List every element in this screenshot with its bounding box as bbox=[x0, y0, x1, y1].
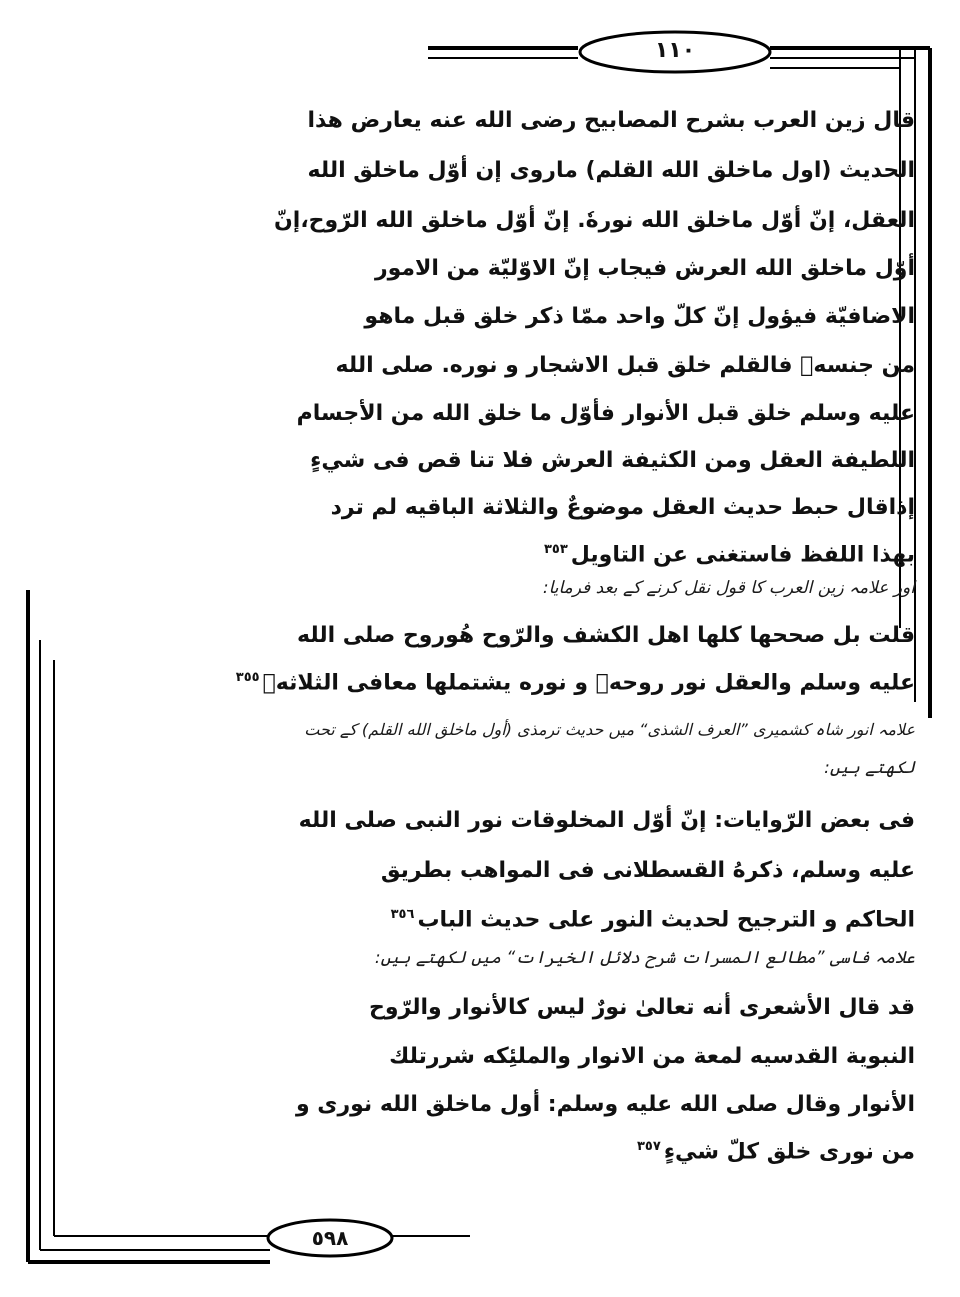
text-line-last bbox=[225, 908, 915, 931]
text-line-last bbox=[225, 1140, 915, 1163]
text-line-last bbox=[225, 671, 915, 694]
text-line: إذاقال حبط حديث العقل موضوعٌ والثلاثة الباقيه لم ترد bbox=[330, 495, 915, 520]
text-line: الأنوار وقال صلى الله عليه وسلم: أول ماخلق الله نورى و bbox=[295, 1092, 915, 1117]
footnote-ref: ٣٥٧ bbox=[637, 1139, 661, 1154]
text-line-last bbox=[225, 543, 915, 566]
text-line: عليه وسلم خلق قبل الأنوار فأوّل ما خلق الله من الأجسام bbox=[296, 401, 915, 426]
text-line: قال زين العرب بشرح المصابيح رضى الله عنه يعارض هذا bbox=[307, 108, 915, 133]
text-line: بهذا اللفظ فاستغنى عن التاويل bbox=[570, 542, 915, 568]
urdu-intro-2-line1: علامہ انور شاہ کشمیری ”العرف الشذی“ میں حدیث ترمذی (أول ماخلق الله القلم) کے تحت bbox=[304, 720, 915, 739]
footer-page-number: ٥٩٨ bbox=[311, 1226, 349, 1250]
text-line: أوّل ماخلق الله العرش فيجاب إنّ الاوّليّة من الامور bbox=[374, 256, 915, 281]
footnote-ref: ٣٥٥ bbox=[235, 670, 260, 685]
text-line: قلت بل صححها كلها اهل الكشف والرّوح هُوروح صلى الله bbox=[297, 623, 915, 648]
text-line: فى بعض الرّوايات: إنّ أوّل المخلوقات نور النبى صلى الله bbox=[298, 808, 915, 833]
urdu-intro-2-line2: لکھتے ہیں: bbox=[824, 758, 915, 778]
footnote-ref: ٣٥٦ bbox=[390, 907, 415, 922]
footnote-ref: ٣٥٣ bbox=[543, 542, 568, 557]
urdu-intro-1: اور علامہ زین العرب کا قول نقل کرنے کے بعد فرمایا: bbox=[542, 578, 915, 598]
text-line: اللطيفة العقل ومن الكثيفة العرش فلا تنا قص فى شيءٍ bbox=[310, 448, 915, 473]
text-line: الحاكم و الترجيح لحديث النور على حديث الباب bbox=[417, 907, 915, 933]
urdu-intro-3: علامہ فاسی ”مطالع المسرات شرح دلائل الخيرات“ میں لکھتے ہیں: bbox=[374, 948, 915, 968]
text-line: الاضافيّة فيؤول إنّ كلّ واحد ممّا ذكر خلق قبل ماهو bbox=[364, 304, 915, 329]
text-line: عليه وسلم، ذكرهُ القسطلانى فى المواهب بطريق bbox=[380, 858, 915, 883]
text-line: من نورى خلق كلّ شيءٍ bbox=[663, 1139, 915, 1165]
header-page-number: ١١٠ bbox=[654, 38, 696, 63]
text-line: العقل، إنّ أوّل ماخلق الله نورهٗ. إنّ أوّل ماخلق الله الرّوح،إنّ bbox=[274, 208, 915, 233]
text-line: الحديث (اول ماخلق الله القلم) ماروى إن أوّل ماخلق الله bbox=[307, 158, 915, 183]
text-line: عليه وسلم والعقل نور روحهٖ و نوره يشتملها معافى الثلاثهٖ bbox=[262, 670, 915, 696]
text-line: النبوية القدسيه لمعة من الانوار والملئِكه شررتلك bbox=[389, 1044, 915, 1069]
text-line: من جنسهٖ فالقلم خلق قبل الاشجار و نوره. صلى الله bbox=[335, 353, 915, 378]
text-line: قد قال الأشعرى أنه تعالىٰ نورٌ ليس كالأنوار والرّوح bbox=[368, 995, 915, 1020]
